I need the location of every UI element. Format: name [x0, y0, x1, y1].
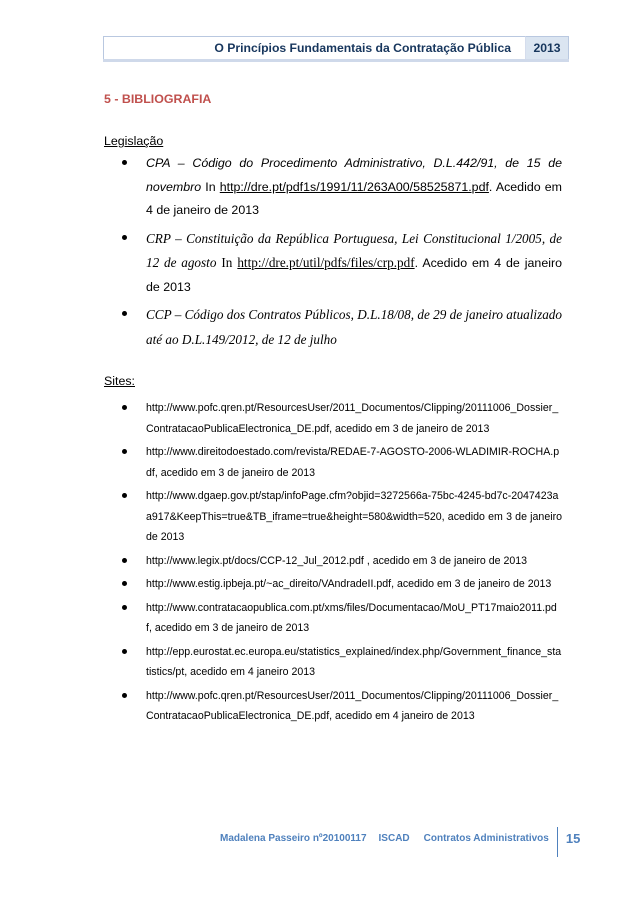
in-word: In: [205, 179, 216, 194]
list-item: [104, 398, 562, 439]
legislation-link[interactable]: http://dre.pt/util/pdfs/files/crp.pdf: [237, 255, 415, 270]
bullet-icon: [122, 693, 127, 698]
list-item: [104, 551, 562, 572]
list-item: [104, 598, 562, 639]
footer-divider: [557, 827, 558, 857]
sites-heading: Sites:: [104, 374, 135, 388]
section-title: 5 - BIBLIOGRAFIA: [104, 92, 212, 106]
bullet-icon: [122, 449, 127, 454]
bullet-icon: [122, 405, 127, 410]
legislation-link[interactable]: http://dre.pt/pdf1s/1991/11/263A00/58525871.pdf: [219, 179, 489, 194]
in-word: In: [221, 255, 233, 270]
bullet-icon: [122, 311, 127, 316]
sites-list: [104, 398, 562, 730]
bullet-icon: [122, 558, 127, 563]
footer-author: Madalena Passeiro nº20100117: [220, 832, 367, 844]
list-item: [104, 486, 562, 548]
legislation-title: CRP – Constituição da República Portuguesa, Lei Constitucional 1/2005, de 12 de agosto: [146, 230, 562, 270]
legislacao-heading: Legislação: [104, 134, 164, 148]
page-footer: [220, 827, 580, 849]
list-item: [104, 152, 562, 223]
list-item: [104, 303, 562, 352]
site-entry: http://www.pofc.qren.pt/ResourcesUser/2011_Documentos/Clipping/20111006_Dossier_ContratacaoPublicaElectronica_DE.pdf, acedido em 4 janeiro de 2013: [146, 689, 559, 722]
page-number: 15: [565, 830, 581, 846]
list-item: [104, 642, 562, 683]
legislation-title: CPA – Código do Procedimento Administrativo, D.L.442/91, de 15 de novembro: [146, 156, 562, 194]
list-item: [104, 686, 562, 727]
site-entry: http://www.direitodoestado.com/revista/REDAE-7-AGOSTO-2006-WLADIMIR-ROCHA.pdf, acedido em 3 de janeiro de 2013: [146, 446, 560, 479]
list-item: [104, 574, 562, 595]
header-year-box: [525, 36, 569, 60]
legislacao-list: [104, 152, 562, 356]
header-title: O Princípios Fundamentais da Contratação Pública: [214, 41, 511, 55]
header-year: 2013: [533, 41, 561, 55]
bullet-icon: [122, 581, 127, 586]
bullet-icon: [122, 493, 127, 498]
site-entry: http://www.pofc.qren.pt/ResourcesUser/2011_Documentos/Clipping/20111006_Dossier_ContratacaoPublicaElectronica_DE.pdf, acedido em 3 de janeiro de 2013: [146, 402, 559, 435]
site-entry: http://www.estig.ipbeja.pt/~ac_direito/VAndradeII.pdf, acedido em 3 de janeiro de 2013: [146, 578, 552, 590]
site-entry: http://epp.eurostat.ec.europa.eu/statistics_explained/index.php/Government_finance_statistics/pt, acedido em 4 janeiro 2013: [146, 645, 562, 678]
site-entry: http://www.contratacaopublica.com.pt/xms/files/Documentacao/MoU_PT17maio2011.pdf, acedido em 3 de janeiro de 2013: [146, 601, 557, 634]
footer-course: Contratos Administrativos: [423, 832, 549, 844]
legislation-title: CCP – Código dos Contratos Públicos, D.L.18/08, de 29 de janeiro atualizado até ao D.L.149/2012, de 12 de julho: [146, 307, 562, 347]
header-title-box: [103, 36, 525, 60]
site-entry: http://www.legix.pt/docs/CCP-12_Jul_2012.pdf , acedido em 3 de janeiro de 2013: [146, 554, 528, 567]
footer-school: ISCAD: [378, 832, 410, 844]
list-item: [104, 442, 562, 483]
header-rule: [103, 59, 569, 62]
accessed-text: . Acedido em 4 de janeiro de 2013: [146, 179, 562, 217]
page-header: [103, 36, 569, 60]
bullet-icon: [122, 235, 127, 240]
bullet-icon: [122, 649, 127, 654]
bullet-icon: [122, 605, 127, 610]
bullet-icon: [122, 160, 127, 165]
site-entry: http://www.dgaep.gov.pt/stap/infoPage.cfm?objid=3272566a-75bc-4245-bd7c-2047423aa917&KeepThis=true&TB_iframe=true&height=580&width=520, acedido em 3 de janeiro de 2013: [146, 490, 562, 543]
list-item: [104, 227, 562, 300]
accessed-text: . Acedido em 4 de janeiro de 2013: [146, 256, 562, 294]
